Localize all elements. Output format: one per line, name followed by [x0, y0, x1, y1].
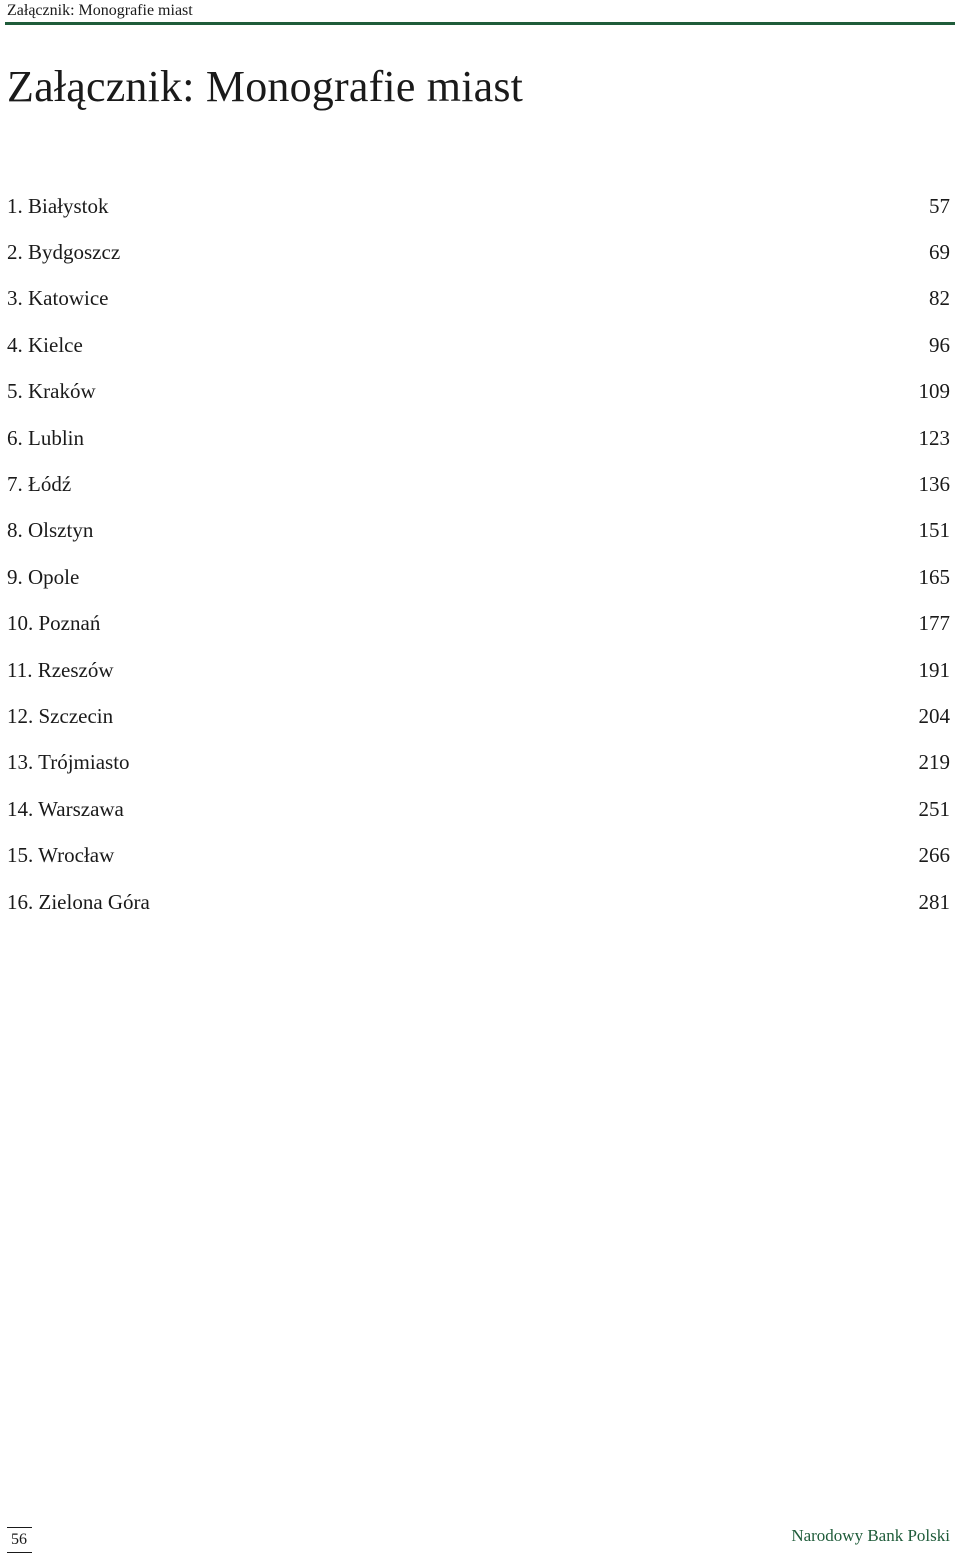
toc-item-page: 82 — [929, 286, 950, 311]
toc-item-page: 57 — [929, 193, 950, 218]
toc-item-label: 14. Warszawa — [7, 796, 124, 821]
toc-item-page: 251 — [918, 796, 950, 821]
toc-item-label: 8. Olsztyn — [7, 518, 94, 543]
toc-item-page: 69 — [929, 240, 950, 265]
toc-item-page: 266 — [918, 843, 950, 868]
toc-item[interactable] — [7, 508, 950, 554]
toc-item-page: 123 — [918, 425, 950, 450]
toc-item-page: 281 — [918, 889, 950, 914]
table-of-contents — [7, 183, 950, 925]
toc-item-page: 96 — [929, 332, 950, 357]
publisher-name: Narodowy Bank Polski — [791, 1526, 950, 1545]
toc-item[interactable] — [7, 647, 950, 693]
toc-item[interactable] — [7, 461, 950, 507]
toc-item[interactable] — [7, 832, 950, 878]
toc-item-page: 136 — [918, 472, 950, 497]
toc-item[interactable] — [7, 693, 950, 739]
toc-item-page: 151 — [918, 518, 950, 543]
toc-item[interactable] — [7, 601, 950, 647]
footer-rule-top — [7, 1527, 32, 1528]
toc-item-label: 3. Katowice — [7, 286, 109, 311]
toc-item[interactable] — [7, 183, 950, 229]
toc-item-label: 4. Kielce — [7, 332, 83, 357]
toc-item-page: 109 — [918, 379, 950, 404]
toc-item[interactable] — [7, 415, 950, 461]
toc-item-label: 9. Opole — [7, 564, 80, 589]
toc-item-label: 11. Rzeszów — [7, 657, 114, 682]
toc-item-label: 12. Szczecin — [7, 703, 114, 728]
toc-item-label: 6. Lublin — [7, 425, 84, 450]
toc-item[interactable] — [7, 786, 950, 832]
page-title: Załącznik: Monografie miast — [7, 62, 524, 111]
toc-item[interactable] — [7, 229, 950, 275]
toc-item-label: 7. Łódź — [7, 472, 72, 497]
toc-item[interactable] — [7, 879, 950, 925]
footer-rule-bottom — [7, 1552, 32, 1553]
toc-item-label: 15. Wrocław — [7, 843, 115, 868]
toc-item-page: 204 — [918, 703, 950, 728]
running-header: Załącznik: Monografie miast — [7, 2, 193, 19]
page-number: 56 — [11, 1531, 27, 1548]
toc-item-label: 16. Zielona Góra — [7, 889, 150, 914]
toc-item[interactable] — [7, 369, 950, 415]
toc-item-label: 13. Trójmiasto — [7, 750, 130, 775]
toc-item[interactable] — [7, 554, 950, 600]
toc-item-label: 10. Poznań — [7, 611, 101, 636]
toc-item-page: 165 — [918, 564, 950, 589]
toc-item-label: 2. Bydgoszcz — [7, 240, 121, 265]
toc-item[interactable] — [7, 740, 950, 786]
toc-item-page: 219 — [918, 750, 950, 775]
toc-item[interactable] — [7, 276, 950, 322]
toc-item-label: 1. Białystok — [7, 193, 109, 218]
header-rule — [5, 22, 955, 25]
toc-item-label: 5. Kraków — [7, 379, 96, 404]
toc-item[interactable] — [7, 322, 950, 368]
toc-item-page: 191 — [918, 657, 950, 682]
toc-item-page: 177 — [918, 611, 950, 636]
